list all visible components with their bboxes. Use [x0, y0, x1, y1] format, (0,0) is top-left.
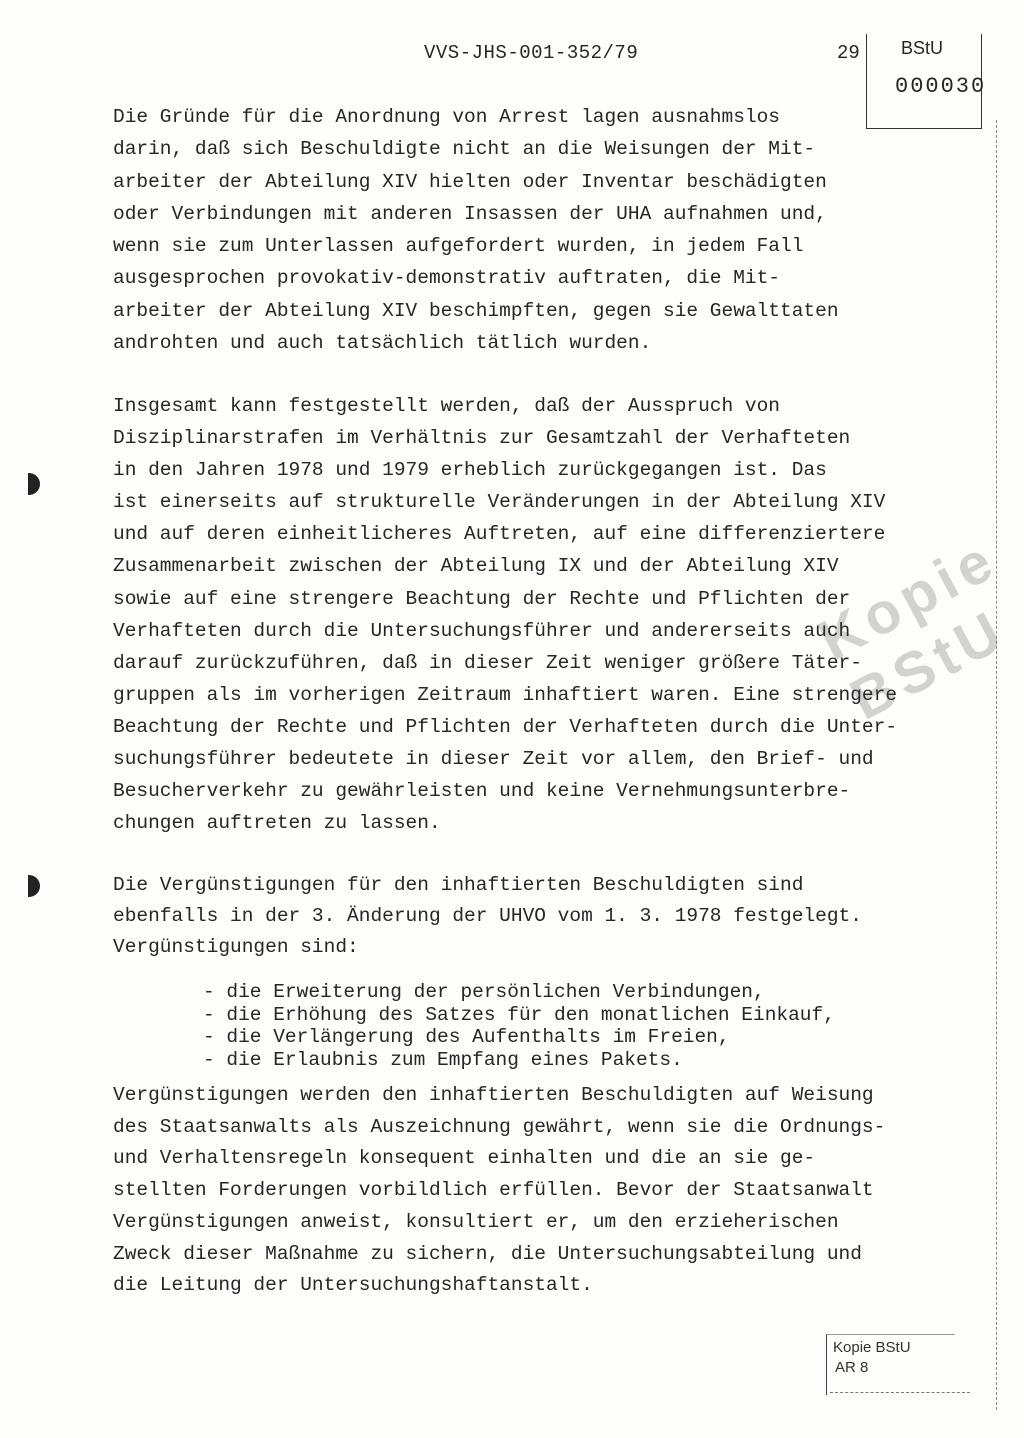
bstu-stamp-title: BStU: [901, 38, 944, 58]
punch-hole-top: [28, 473, 40, 495]
paragraph-arrest-reasons: Die Gründe für die Anordnung von Arrest lagen ausnahmslos darin, daß sich Beschuldigte nicht an die Weisungen der Mit- arbeiter der Abteilung XIV hielten oder Inventar beschädigten oder Verbindungen mit anderen Insassen der UHA aufnahmen und, wenn sie zum Unterlassen aufgefordert wurden, in jedem Fall ausgesprochen provokativ-demonstrativ auftraten, die Mit- arbeiter der Abteilung XIV beschimpften, gegen sie Gewalttaten androhten und auch tatsächlich tätlich wurden.: [113, 106, 839, 355]
punch-hole-bottom: [28, 875, 40, 897]
kopie-bstu-watermark: Kopie BStU: [808, 526, 1017, 733]
archive-stamp-line2: AR 8: [835, 1359, 869, 1376]
page-number: 29: [837, 42, 860, 64]
archive-stamp-line1: Kopie BStU: [833, 1339, 911, 1356]
privileges-list: - die Erweiterung der persönlichen Verbindungen, - die Erhöhung des Satzes für den monatlichen Einkauf, - die Verlängerung des Aufenthalts im Freien, - die Erlaubnis zum Empfang eines Pakets.: [203, 981, 835, 1071]
bottom-dashed-rule: [830, 1392, 970, 1393]
bstu-stamp-number: 000030: [895, 74, 987, 99]
page-right-edge: [996, 120, 997, 1410]
paragraph-privileges-intro: Die Vergünstigungen für den inhaftierten Beschuldigten sind ebenfalls in der 3. Änderung der UHVO vom 1. 3. 1978 festgelegt. Vergünstigungen sind:: [113, 874, 862, 958]
paragraph-privileges-granting: Vergünstigungen werden den inhaftierten Beschuldigten auf Weisung des Staatsanwalts als Auszeichnung gewährt, wenn sie die Ordnungs- und Verhaltensregeln konsequent einhalten und die an sie ge- stellten Forderungen vorbildlich erfüllen. Bevor der Staatsanwalt Vergünstigungen anweist, konsultiert er, um den erzieherischen Zweck dieser Maßnahme zu sichern, die Untersuchungsabteilung und die Leitung der Untersuchungshaftanstalt.: [113, 1084, 886, 1297]
archive-copy-stamp: [826, 1334, 955, 1395]
paragraph-disciplinary-decline: Insgesamt kann festgestellt werden, daß der Ausspruch von Disziplinarstrafen im Verhältnis zur Gesamtzahl der Verhafteten in den Jahren 1978 und 1979 erheblich zurückgegangen ist. Das ist einerseits auf strukturelle Veränderungen in der Abteilung XIV und auf deren einheitlicheres Auftreten, auf eine differenziertere Zusammenarbeit zwischen der Abteilung IX und der Abteilung XIV sowie auf eine strengere Beachtung der Rechte und Pflichten der Verhafteten durch die Untersuchungsführer und andererseits auch darauf zurückzuführen, daß in dieser Zeit weniger größere Täter- gruppen als im vorherigen Zeitraum inhaftiert waren. Eine strengere Beachtung der Rechte und Pflichten der Verhafteten durch die Unter- suchungsführer bedeutete in dieser Zeit vor allem, den Brief- und Besucherverkehr zu gewährleisten und keine Vernehmungsunterbre- chungen auftreten zu lassen.: [113, 395, 898, 835]
page-header-reference: VVS-JHS-001-352/79: [424, 42, 639, 64]
